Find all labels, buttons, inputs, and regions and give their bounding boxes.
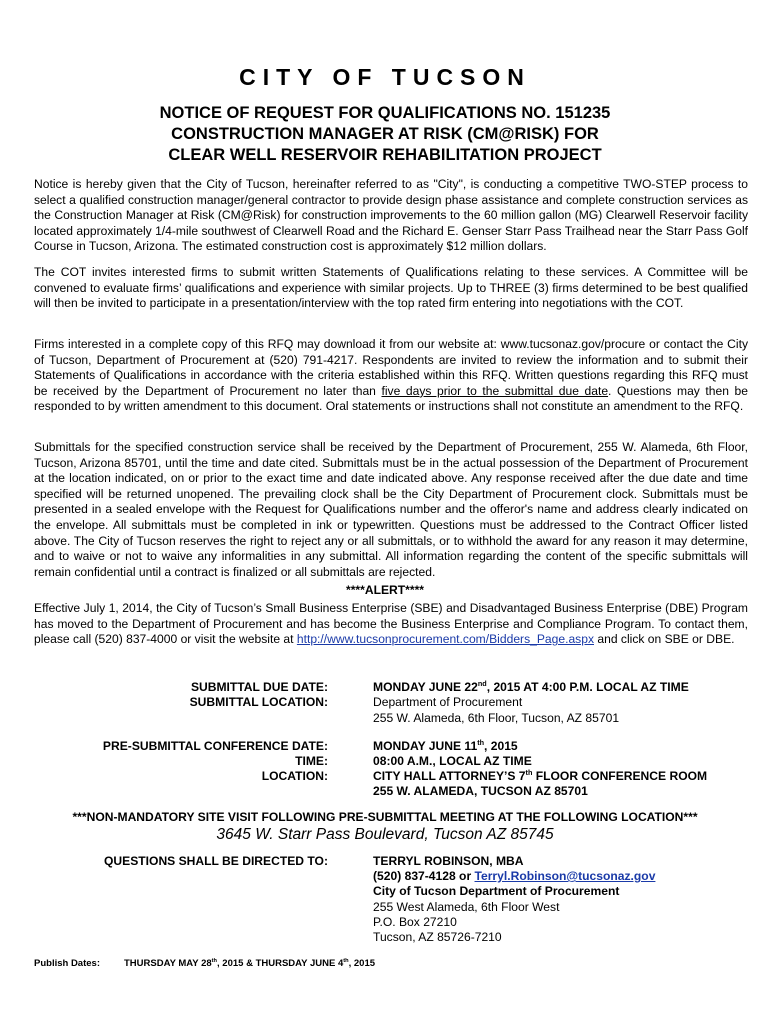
committee-paragraph: The COT invites interested firms to submit written Statements of Qualifications relating to these services. A Committee will be convened to evaluate firms’ qualifications and experience with similar projects. Up to THREE (3) firms determined to be best qualified will then be invited to participate in a presentation/interview with the top rated firm entering into negotiations with the COT. [34,265,748,311]
conference-date-suffix: th [477,737,485,747]
conference-year: , 2015 [484,739,518,753]
contact-address-line-1: 255 West Alameda, 6th Floor West [373,900,560,914]
conference-address: 255 W. ALAMEDA, TUCSON AZ 85701 [373,784,588,798]
contact-name: TERRYL ROBINSON, MBA [373,854,524,868]
notice-title-line-2: CONSTRUCTION MANAGER AT RISK (CM@RISK) FOR [171,125,599,143]
publish-date-2-suffix: th [343,957,349,964]
conference-room-text-2: FLOOR CONFERENCE ROOM [532,769,708,783]
conference-date: MONDAY JUNE 11 [373,739,478,753]
intro-paragraph: Notice is hereby given that the City of Tucson, hereinafter referred to as "City", is conducting a competitive TWO-STEP process to select a qualified construction manager/general contractor to provide design phase assistance and complete construction services as the Construction Manager at Risk (CM@Risk) for construction improvements to the 60 million gallon (MG) Clearwell Reservoir facility located approximately 1/4-mile southwest of Clearwell Road and the Richard E. Genser Starr Pass Trailhead near the Starr Pass Golf Course in Tucson, Arizona. The estimated construction cost is approximately $12 million dollars. [34,177,748,254]
contact-address-line-2: P.O. Box 27210 [373,915,457,929]
contact-address-line-3: Tucson, AZ 85726-7210 [373,930,502,944]
rfq-copy-text-1: Firms interested in a complete copy of this RFQ may download it from our website at: www.tucsonaz.gov/procure or contact the City of Tucson, Department of Procurement at (520) 791-4217. Respondents are invited to review the information and to submit their Statements of Qualifications in accordance with the criteria established within this RFQ. Written questions regarding this RFQ must be received by the Department of Procurement no later than [34,337,748,398]
publish-year: , 2015 [348,958,376,969]
notice-title [0,103,770,166]
publish-dates [124,958,375,969]
submittal-location-line-1: Department of Procurement [373,695,523,709]
contact-phone-email [373,869,655,885]
conference-room-text: CITY HALL ATTORNEY’S 7 [373,769,526,783]
submittal-location-line-2: 255 W. Alameda, 6th Floor, Tucson, AZ 85701 [373,711,620,725]
questions-label: QUESTIONS SHALL BE DIRECTED TO: [104,854,328,868]
submittal-due-time: , 2015 AT 4:00 P.M. LOCAL AZ TIME [486,680,689,694]
publish-date-1: THURSDAY MAY 28 [124,958,212,969]
conference-floor-suffix: th [525,767,533,777]
publish-label: Publish Dates: [34,958,100,969]
conference-time-label: TIME: [295,754,328,768]
contact-organization: City of Tucson Department of Procurement [373,884,620,898]
conference-date-label: PRE-SUBMITTAL CONFERENCE DATE: [102,739,328,753]
submittal-due-label: SUBMITTAL DUE DATE: [190,680,328,694]
publish-date-1-suffix: th [211,957,218,964]
site-visit-heading: ***NON-MANDATORY SITE VISIT FOLLOWING PRE-SUBMITTAL MEETING AT THE FOLLOWING LOCATION*** [72,810,698,824]
alert-heading: ****ALERT**** [346,583,424,597]
conference-location-value [373,769,707,785]
conference-time-value: 08:00 A.M., LOCAL AZ TIME [373,754,532,768]
rfq-copy-text-2: . Questions may then be responded to by written amendment to this document. Oral statements or instructions shall not constitute an amendment to the RFQ. [34,383,748,414]
question-deadline-text: five days prior to the submittal due date [381,383,609,398]
submittal-due-date: MONDAY JUNE 22 [373,680,478,694]
notice-title-line-1: NOTICE OF REQUEST FOR QUALIFICATIONS NO. 151235 [159,104,611,122]
contact-phone: (520) 837-4128 or [373,869,475,883]
publish-date-2: , 2015 & THURSDAY JUNE 4 [217,958,344,969]
bidders-page-link[interactable]: http://www.tucsonprocurement.com/Bidders_Page.aspx [296,632,594,647]
contact-email-link[interactable]: Terryl.Robinson@tucsonaz.gov [474,869,656,883]
conference-date-value [373,739,518,755]
submittal-due-value [373,680,689,696]
alert-text-2: and click on SBE or DBE. [597,632,735,647]
conference-location-label: LOCATION: [261,769,328,783]
submittals-paragraph: Submittals for the specified construction service shall be received by the Department of Procurement, 255 W. Alameda, 6th Floor, Tucson, Arizona 85701, until the time and date cited. Submittals must be in the actual possession of the Department of Procurement at the location indicated, on or prior to the exact time and date indicated above. Any response received after the due date and time specified will be returned unopened. The prevailing clock shall be the City Department of Procurement clock. Submittals must be presented in a sealed envelope with the Request for Qualifications number and the offeror's name and address clearly indicated on the envelope. All submittals must be completed in ink or typewritten. Questions must be addressed to the Contract Officer listed above. The City of Tucson reserves the right to reject any or all submittals, or to withhold the award for any reason it may determine, and to waive or not to waive any informalities in any submittal. All information regarding the content of the specific submittals will remain confidential until a contract is finalized or all submittals are rejected. [34,440,748,579]
submittal-location-label: SUBMITTAL LOCATION: [189,695,328,709]
alert-paragraph [34,601,748,648]
rfq-copy-paragraph [34,337,748,415]
city-heading: CITY OF TUCSON [239,64,531,90]
notice-title-line-3: CLEAR WELL RESERVOIR REHABILITATION PROJECT [168,146,602,164]
site-visit-address: 3645 W. Starr Pass Boulevard, Tucson AZ 85745 [216,826,554,843]
submittal-due-suffix: nd [477,678,487,688]
alert-text-1: Effective July 1, 2014, the City of Tucson’s Small Business Enterprise (SBE) and Disadvantaged Business Enterprise (DBE) Program has moved to the Department of Procurement and has become the Business Enterprise and Compliance Program. To contact them, please call (520) 837-4000 or visit the website at [34,601,748,647]
